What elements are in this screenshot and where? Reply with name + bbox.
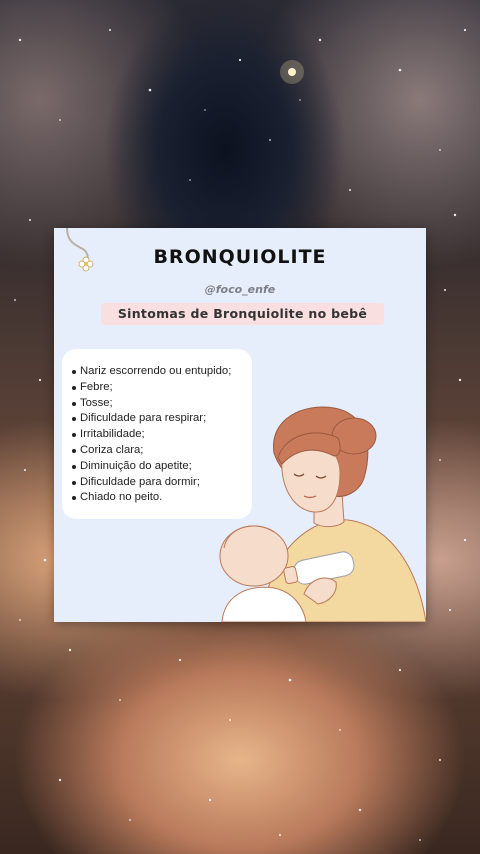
list-item: Dificuldade para respirar; — [80, 411, 252, 427]
mother-feeding-baby-illustration — [214, 398, 426, 622]
list-item: Chiado no peito. — [80, 490, 252, 506]
list-item: Febre; — [80, 380, 252, 396]
page-title: BRONQUIOLITE — [153, 246, 327, 268]
author-handle: @foco_enfe — [204, 283, 276, 296]
list-item: Nariz escorrendo ou entupido; — [80, 364, 252, 380]
list-item: Irritabilidade; — [80, 427, 252, 443]
list-item: Tosse; — [80, 396, 252, 412]
infographic-card — [54, 228, 426, 622]
list-item: Dificuldade para dormir; — [80, 475, 252, 491]
list-item: Coriza clara; — [80, 443, 252, 459]
list-item: Diminuição do apetite; — [80, 459, 252, 475]
subtitle-banner: Sintomas de Bronquiolite no bebê — [101, 303, 384, 325]
